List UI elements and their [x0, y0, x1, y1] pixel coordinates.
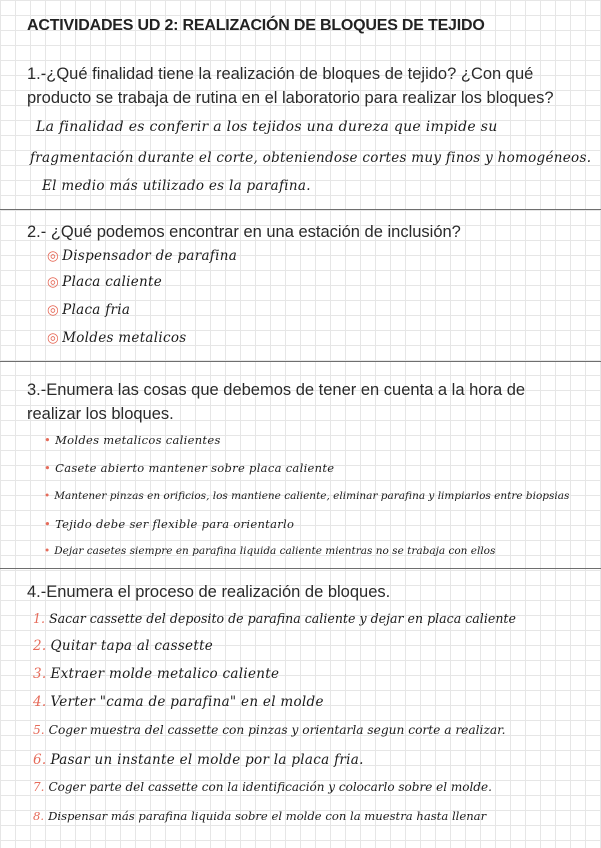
- list-item: 3. Extraer molde metalico caliente: [33, 666, 280, 682]
- list-item: • Tejido debe ser flexible para orientarlo: [44, 517, 295, 531]
- section-divider: [0, 361, 601, 362]
- question-1: [27, 62, 587, 110]
- answer-1-line-3: El medio más utilizado es la parafina.: [42, 178, 311, 194]
- page-title: ACTIVIDADES UD 2: REALIZACIÓN DE BLOQUES DE TEJIDO: [27, 17, 485, 34]
- list-item: 2. Quitar tapa al cassette: [33, 638, 214, 654]
- section-divider: [0, 209, 601, 210]
- bullet-circle-icon: ◎: [47, 302, 60, 318]
- bullet-circle-icon: ◎: [47, 248, 60, 264]
- list-item: • Casete abierto mantener sobre placa caliente: [44, 461, 335, 475]
- list-item: ◎ Placa caliente: [47, 274, 162, 290]
- list-item: ◎ Dispensador de parafina: [47, 248, 238, 264]
- list-item: • Dejar casetes siempre en parafina liquida caliente mientras no se trabaja con ellos: [44, 545, 496, 557]
- question-4: 4.-Enumera el proceso de realización de bloques.: [27, 583, 391, 601]
- bullet-dot-icon: •: [44, 517, 52, 531]
- bullet-dot-icon: •: [44, 461, 52, 475]
- question-2: 2.- ¿Qué podemos encontrar en una estación de inclusión?: [27, 223, 461, 241]
- list-item: ◎ Moldes metalicos: [47, 330, 187, 346]
- answer-1-line-1: La finalidad es conferir a los tejidos una dureza que impide su: [36, 119, 498, 135]
- bullet-dot-icon: •: [44, 545, 51, 557]
- list-item: 7. Coger parte del cassette con la identificación y colocarlo sobre el molde.: [33, 780, 492, 794]
- list-item: • Mantener pinzas en orificios, los mantiene caliente, eliminar parafina y limpiarlos entre biopsias: [44, 490, 570, 502]
- list-item: ◎ Placa fria: [47, 302, 131, 318]
- question-3-line-1: 3.-Enumera las cosas que debemos de tener en cuenta a la hora de: [27, 381, 526, 399]
- bullet-dot-icon: •: [44, 433, 52, 447]
- list-item: 8. Dispensar más parafina liquida sobre el molde con la muestra hasta llenar: [33, 809, 487, 823]
- bullet-circle-icon: ◎: [47, 274, 60, 290]
- list-item: 6. Pasar un instante el molde por la placa fria.: [33, 752, 364, 768]
- section-divider: [0, 568, 601, 569]
- list-item: • Moldes metalicos calientes: [44, 433, 221, 447]
- question-3-line-2: realizar los bloques.: [27, 405, 174, 423]
- list-item: 1. Sacar cassette del deposito de parafina caliente y dejar en placa caliente: [33, 611, 516, 626]
- answer-1-line-2: fragmentación durante el corte, obteniendose cortes muy finos y homogéneos.: [30, 150, 592, 166]
- list-item: 4. Verter "cama de parafina" en el molde: [33, 694, 324, 710]
- bullet-dot-icon: •: [44, 490, 51, 502]
- question-3: [27, 378, 587, 426]
- bullet-circle-icon: ◎: [47, 330, 60, 346]
- list-item: 5. Coger muestra del cassette con pinzas y orientarla segun corte a realizar.: [33, 723, 506, 737]
- question-1-line-2: producto se trabaja de rutina en el laboratorio para realizar los bloques?: [27, 89, 554, 107]
- question-1-line-1: 1.-¿Qué finalidad tiene la realización de bloques de tejido? ¿Con qué: [27, 65, 534, 83]
